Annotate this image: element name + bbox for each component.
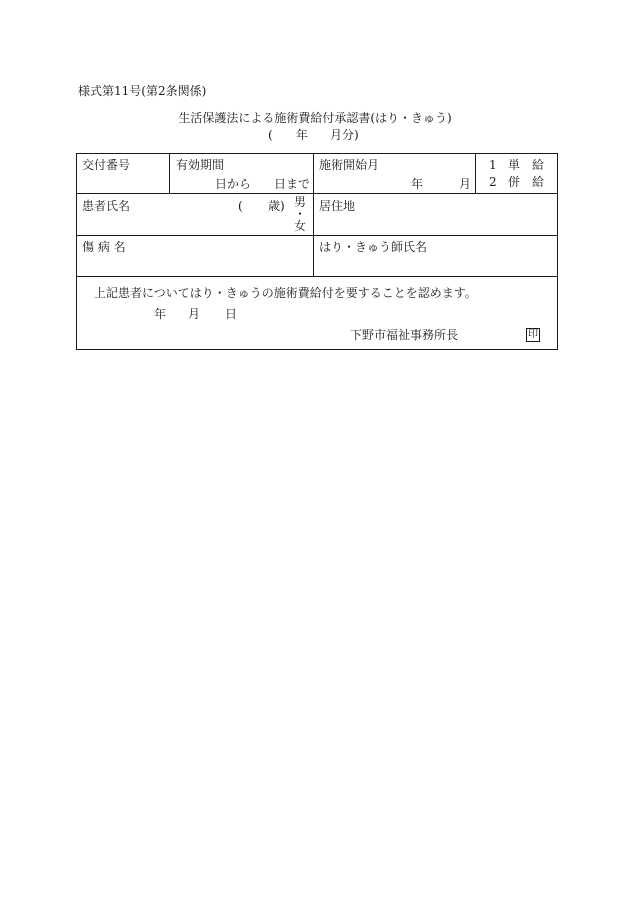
date-year: 年 <box>154 307 167 321</box>
seal-mark: 印 <box>528 329 538 340</box>
start-year: 年 <box>411 177 424 191</box>
age-open: ( <box>238 199 243 213</box>
start-month: 月 <box>459 177 472 191</box>
row-divider-1 <box>76 193 558 194</box>
age-close: 歳) <box>268 199 285 213</box>
form-number: 様式第11号(第2条関係) <box>78 84 207 98</box>
sex-separator: ・ <box>294 207 307 221</box>
valid-to: 日まで <box>274 177 311 191</box>
col-divider-a <box>169 153 170 194</box>
document-title: 生活保護法による施術費給付承認書(はり・きゅう) <box>178 111 452 125</box>
date-day: 日 <box>225 307 238 321</box>
valid-from: 日から <box>215 177 252 191</box>
sex-female: 女 <box>294 219 307 233</box>
approval-statement: 上記患者についてはり・きゅうの施術費給付を要することを認めます。 <box>94 286 477 300</box>
start-month-label: 施術開始月 <box>319 158 380 172</box>
patient-name-label: 患者氏名 <box>82 199 131 213</box>
option-2-label: 併 給 <box>508 175 545 189</box>
valid-period-label: 有効期間 <box>176 158 225 172</box>
office-name: 下野市福祉事務所長 <box>350 328 459 342</box>
issue-number-label: 交付番号 <box>82 158 131 172</box>
option-2-number: 2 <box>489 175 497 189</box>
period-month: 月分) <box>330 128 359 142</box>
col-divider-b <box>313 153 314 194</box>
col-divider-c <box>475 153 476 194</box>
row-divider-3 <box>76 276 558 277</box>
approval-table <box>76 153 558 350</box>
option-1-number: 1 <box>489 158 497 172</box>
col-divider-d <box>313 193 314 277</box>
sex-male: 男 <box>294 195 307 209</box>
practitioner-label: はり・きゅう師氏名 <box>319 240 428 254</box>
option-1-label: 単 給 <box>508 158 545 172</box>
date-month: 月 <box>188 307 201 321</box>
period-year: 年 <box>296 128 309 142</box>
row-divider-2 <box>76 235 558 236</box>
disease-label: 傷 病 名 <box>82 240 126 254</box>
address-label: 居住地 <box>319 199 356 213</box>
period-open: ( <box>268 128 273 142</box>
